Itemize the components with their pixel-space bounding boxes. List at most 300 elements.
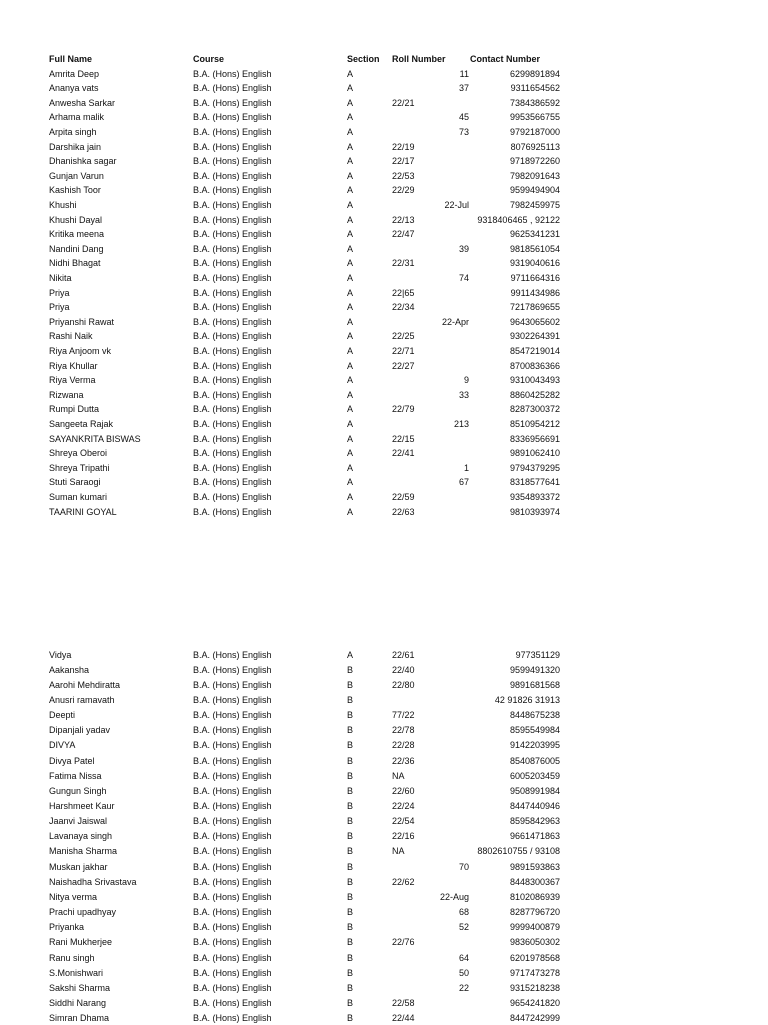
student-name-cell: Sangeeta Rajak — [49, 418, 114, 429]
table-row — [0, 300, 768, 314]
course-cell: B.A. (Hons) English — [193, 258, 272, 269]
contact-number-cell: 9315218238 — [509, 982, 560, 993]
table-row — [0, 844, 768, 858]
course-cell: B.A. (Hons) English — [193, 506, 272, 517]
section-cell: B — [347, 801, 354, 811]
section-cell: A — [347, 433, 354, 444]
contact-number-cell: 8287300372 — [509, 404, 560, 415]
course-cell: B.A. (Hons) English — [193, 433, 272, 444]
student-name-cell: Deepti — [49, 710, 76, 721]
contact-number-cell: 9911434986 — [510, 287, 560, 298]
course-cell: B.A. (Hons) English — [193, 891, 272, 902]
section-cell: B — [347, 876, 354, 887]
roll-number-cell: 22/53 — [392, 170, 415, 181]
contact-number-cell: 9953566755 — [509, 112, 560, 123]
contact-number-cell: 8287796720 — [509, 907, 560, 918]
course-cell: B.A. (Hons) English — [193, 679, 272, 690]
student-name-cell: Jaanvi Jaiswal — [49, 816, 108, 827]
table-row — [0, 935, 768, 949]
section-cell: B — [347, 694, 354, 705]
course-cell: B.A. (Hons) English — [193, 997, 272, 1008]
roll-number-cell: 22/31 — [392, 258, 415, 269]
course-cell: B.A. (Hons) English — [193, 801, 272, 811]
student-name-cell: Nidhi Bhagat — [49, 258, 101, 269]
course-cell: B.A. (Hons) English — [193, 785, 272, 796]
student-name-cell: Dhanishka sagar — [49, 156, 117, 167]
table-row — [0, 432, 768, 446]
table-row — [0, 125, 768, 139]
contact-number-cell: 8318577641 — [509, 477, 560, 488]
table-row — [0, 920, 768, 934]
student-name-cell: Rani Mukherjee — [49, 937, 113, 948]
section-cell: A — [347, 112, 354, 123]
section-cell: A — [347, 214, 354, 225]
section-cell: B — [347, 861, 354, 872]
contact-number-cell: 8076925113 — [510, 141, 560, 152]
student-name-cell: Dipanjali yadav — [49, 725, 111, 736]
contact-number-cell: 7982459975 — [509, 199, 560, 210]
student-name-cell: Amrita Deep — [49, 68, 100, 79]
course-cell: B.A. (Hons) English — [193, 755, 272, 766]
section-cell: B — [347, 785, 354, 796]
course-cell: B.A. (Hons) English — [193, 170, 272, 181]
course-cell: B.A. (Hons) English — [193, 112, 272, 123]
contact-number-cell: 9792187000 — [509, 126, 560, 137]
roll-number-cell: 22/62 — [392, 876, 415, 887]
roll-number-cell: 22/24 — [392, 801, 415, 811]
table-row — [0, 905, 768, 919]
table-row — [0, 402, 768, 416]
roll-number-cell: 22/71 — [392, 345, 415, 356]
contact-number-cell: 9508991984 — [509, 785, 560, 796]
course-cell: B.A. (Hons) English — [193, 907, 272, 918]
roll-number-cell: 22/40 — [392, 664, 415, 675]
student-name-cell: Darshika jain — [49, 141, 102, 152]
roll-number-cell: 22/13 — [392, 214, 415, 225]
roll-number-cell: 22/79 — [392, 404, 415, 415]
section-cell: A — [347, 389, 354, 400]
course-cell: B.A. (Hons) English — [193, 694, 272, 705]
contact-number-cell: 9891062410 — [509, 448, 560, 459]
student-name-cell: Rashi Naik — [49, 331, 93, 342]
student-name-cell: Vidya — [49, 649, 72, 660]
course-cell: B.A. (Hons) English — [193, 740, 272, 751]
section-cell: A — [347, 345, 354, 356]
course-cell: B.A. (Hons) English — [193, 462, 272, 473]
table-row — [0, 329, 768, 343]
student-name-cell: Ananya vats — [49, 83, 99, 94]
table-row — [0, 461, 768, 475]
table-row — [0, 663, 768, 677]
course-cell: B.A. (Hons) English — [193, 418, 272, 429]
student-name-cell: Kritika meena — [49, 229, 105, 240]
table-row — [0, 96, 768, 110]
header-full-name: Full Name — [49, 54, 93, 64]
student-name-cell: Priya — [49, 302, 70, 313]
contact-number-cell: 6299891894 — [509, 68, 560, 79]
student-name-cell: Riya Khullar — [49, 360, 98, 371]
course-cell: B.A. (Hons) English — [193, 664, 272, 675]
student-name-cell: Khushi Dayal — [49, 214, 103, 225]
roll-number-cell: 52 — [458, 922, 469, 933]
section-cell: A — [347, 272, 354, 283]
table-row — [0, 271, 768, 285]
student-name-cell: Stuti Saraogi — [49, 477, 101, 488]
table-row — [0, 213, 768, 227]
section-cell: A — [347, 404, 354, 415]
table-row — [0, 890, 768, 904]
section-cell: A — [347, 448, 354, 459]
roll-number-cell: 213 — [453, 418, 469, 429]
section-cell: A — [347, 156, 354, 167]
course-cell: B.A. (Hons) English — [193, 360, 272, 371]
table-row — [0, 446, 768, 460]
table-row — [0, 738, 768, 752]
contact-number-cell: 9891593863 — [509, 861, 560, 872]
roll-number-cell: 22/59 — [392, 491, 415, 502]
roll-number-cell: NA — [392, 846, 405, 857]
student-name-cell: Siddhi Narang — [49, 997, 107, 1008]
section-cell: A — [347, 229, 354, 240]
table-row — [0, 183, 768, 197]
student-name-cell: Rumpi Dutta — [49, 404, 100, 415]
roll-number-cell: 39 — [458, 243, 469, 254]
section-cell: A — [347, 83, 354, 94]
contact-number-cell: 7982091643 — [509, 170, 560, 181]
course-cell: B.A. (Hons) English — [193, 876, 272, 887]
contact-number-cell: 6201978568 — [509, 952, 560, 963]
student-name-cell: Lavanaya singh — [49, 831, 113, 842]
table-row — [0, 784, 768, 798]
contact-number-cell: 9643065602 — [509, 316, 560, 327]
roll-number-cell: 22/61 — [392, 649, 415, 660]
section-cell: B — [347, 846, 354, 857]
student-name-cell: Riya Verma — [49, 375, 96, 386]
table-row — [0, 256, 768, 270]
section-cell: B — [347, 831, 354, 842]
section-cell: A — [347, 360, 354, 371]
roll-number-cell: 22/44 — [392, 1013, 415, 1024]
table-row — [0, 227, 768, 241]
table-row — [0, 648, 768, 662]
table-row — [0, 966, 768, 980]
roll-number-cell: 70 — [458, 861, 469, 872]
roll-number-cell: 22/27 — [392, 360, 415, 371]
section-cell: A — [347, 68, 354, 79]
roll-number-cell: 37 — [458, 83, 469, 94]
student-name-cell: Nandini Dang — [49, 243, 104, 254]
roll-number-cell: 22/63 — [392, 506, 415, 517]
table-row — [0, 169, 768, 183]
student-name-cell: Nikita — [49, 272, 72, 283]
contact-number-cell: 8447242999 — [509, 1013, 560, 1024]
contact-number-cell: 8802610755 / 93108 — [477, 846, 560, 857]
course-cell: B.A. (Hons) English — [193, 68, 272, 79]
roll-number-cell: 22/19 — [392, 141, 415, 152]
section-cell: A — [347, 126, 354, 137]
table-row — [0, 754, 768, 768]
contact-number-cell: 9717473278 — [509, 967, 560, 978]
student-name-cell: Suman kumari — [49, 491, 108, 502]
roll-number-cell: 22-Jul — [444, 199, 469, 210]
student-name-cell: Shreya Tripathi — [49, 462, 110, 473]
section-cell: A — [347, 302, 354, 313]
table-row — [0, 1011, 768, 1025]
student-name-cell: Divya Patel — [49, 755, 95, 766]
course-cell: B.A. (Hons) English — [193, 272, 272, 283]
course-cell: B.A. (Hons) English — [193, 710, 272, 721]
contact-number-cell: 9999400879 — [509, 922, 560, 933]
roll-number-cell: 22/25 — [392, 331, 415, 342]
contact-number-cell: 8336956691 — [509, 433, 560, 444]
student-name-cell: Gungun Singh — [49, 785, 107, 796]
roll-number-cell: 77/22 — [392, 710, 415, 721]
contact-number-cell: 9794379295 — [509, 462, 560, 473]
student-name-cell: Ranu singh — [49, 952, 95, 963]
student-name-cell: Khushi — [49, 199, 77, 210]
table-row — [0, 359, 768, 373]
roll-number-cell: 22/16 — [392, 831, 415, 842]
course-cell: B.A. (Hons) English — [193, 404, 272, 415]
student-name-cell: Anwesha Sarkar — [49, 97, 116, 108]
course-cell: B.A. (Hons) English — [193, 243, 272, 254]
section-cell: A — [347, 258, 354, 269]
header-section: Section — [347, 54, 380, 64]
roll-number-cell: 22/78 — [392, 725, 415, 736]
roll-number-cell: 22/17 — [392, 156, 415, 167]
section-cell: B — [347, 664, 354, 675]
roll-number-cell: 1 — [463, 462, 469, 473]
student-name-cell: Prachi upadhyay — [49, 907, 117, 918]
roll-number-cell: 22/36 — [392, 755, 415, 766]
section-cell: B — [347, 679, 354, 690]
roll-number-cell: 22/80 — [392, 679, 415, 690]
section-cell: A — [347, 331, 354, 342]
course-cell: B.A. (Hons) English — [193, 816, 272, 827]
student-name-cell: Muskan jakhar — [49, 861, 108, 872]
course-cell: B.A. (Hons) English — [193, 725, 272, 736]
table-row — [0, 505, 768, 519]
section-cell: B — [347, 710, 354, 721]
section-cell: B — [347, 891, 354, 902]
section-cell: B — [347, 907, 354, 918]
course-cell: B.A. (Hons) English — [193, 937, 272, 948]
section-cell: A — [347, 491, 354, 502]
roll-number-cell: NA — [392, 770, 405, 781]
student-name-cell: DIVYA — [49, 740, 76, 751]
section-cell: A — [347, 287, 354, 298]
course-cell: B.A. (Hons) English — [193, 214, 272, 225]
table-row — [0, 344, 768, 358]
section-cell: B — [347, 816, 354, 827]
section-cell: A — [347, 185, 354, 196]
table-row — [0, 860, 768, 874]
table-row — [0, 373, 768, 387]
contact-number-cell: 9599494904 — [509, 185, 560, 196]
roll-number-cell: 22 — [458, 982, 469, 993]
roll-number-cell: 50 — [458, 967, 469, 978]
contact-number-cell: 7384386592 — [509, 97, 560, 108]
roll-number-cell: 67 — [458, 477, 469, 488]
student-name-cell: Harshmeet Kaur — [49, 801, 115, 811]
contact-number-cell: 8595842963 — [509, 816, 560, 827]
contact-number-cell: 9310043493 — [509, 375, 560, 386]
contact-number-cell: 9319040616 — [509, 258, 560, 269]
table-row — [0, 110, 768, 124]
section-cell: A — [347, 477, 354, 488]
section-cell: B — [347, 1013, 354, 1024]
course-cell: B.A. (Hons) English — [193, 83, 272, 94]
student-name-cell: Aakansha — [49, 664, 90, 675]
table-row — [0, 315, 768, 329]
course-cell: B.A. (Hons) English — [193, 345, 272, 356]
table-row — [0, 996, 768, 1010]
course-cell: B.A. (Hons) English — [193, 302, 272, 313]
table-header-row — [0, 52, 768, 66]
course-cell: B.A. (Hons) English — [193, 831, 272, 842]
section-cell: B — [347, 967, 354, 978]
student-name-cell: Priyanka — [49, 922, 85, 933]
table-row — [0, 198, 768, 212]
contact-number-cell: 9654241820 — [509, 997, 560, 1008]
student-name-cell: Arpita singh — [49, 126, 97, 137]
contact-number-cell: 8700836366 — [509, 360, 560, 371]
header-course: Course — [193, 54, 225, 64]
table-row — [0, 769, 768, 783]
roll-number-cell: 9 — [463, 375, 469, 386]
course-cell: B.A. (Hons) English — [193, 316, 272, 327]
contact-number-cell: 9810393974 — [509, 506, 560, 517]
contact-number-cell: 8448300367 — [509, 876, 560, 887]
roll-number-cell: 64 — [458, 952, 469, 963]
section-cell: B — [347, 770, 354, 781]
section-cell: B — [347, 740, 354, 751]
table-row — [0, 154, 768, 168]
contact-number-cell: 8860425282 — [509, 389, 560, 400]
section-cell: A — [347, 170, 354, 181]
course-cell: B.A. (Hons) English — [193, 287, 272, 298]
course-cell: B.A. (Hons) English — [193, 967, 272, 978]
section-cell: B — [347, 952, 354, 963]
course-cell: B.A. (Hons) English — [193, 477, 272, 488]
student-name-cell: Riya Anjoom vk — [49, 345, 112, 356]
section-cell: A — [347, 243, 354, 254]
contact-number-cell: 8547219014 — [509, 345, 560, 356]
contact-number-cell: 9661471863 — [509, 831, 560, 842]
table-row — [0, 951, 768, 965]
section-cell: A — [347, 141, 354, 152]
contact-number-cell: 42 91826 31913 — [494, 694, 560, 705]
section-cell: A — [347, 316, 354, 327]
roll-number-cell: 22/58 — [392, 997, 415, 1008]
section-cell: A — [347, 506, 354, 517]
section-cell: B — [347, 922, 354, 933]
header-roll-number: Roll Number — [392, 54, 446, 64]
table-row — [0, 388, 768, 402]
contact-number-cell: 977351129 — [515, 649, 560, 660]
table-row — [0, 875, 768, 889]
section-cell: A — [347, 649, 354, 660]
roll-number-cell: 22/15 — [392, 433, 415, 444]
contact-number-cell: 9711664316 — [510, 272, 560, 283]
contact-number-cell: 8510954212 — [509, 418, 560, 429]
section-cell: B — [347, 725, 354, 736]
student-name-cell: Simran Dhama — [49, 1013, 110, 1024]
section-cell: A — [347, 462, 354, 473]
section-cell: A — [347, 97, 354, 108]
student-name-cell: Kashish Toor — [49, 185, 101, 196]
contact-number-cell: 9718972260 — [509, 156, 560, 167]
contact-number-cell: 9142203995 — [509, 740, 560, 751]
student-name-cell: Fatima Nissa — [49, 770, 102, 781]
contact-number-cell: 6005203459 — [509, 770, 560, 781]
course-cell: B.A. (Hons) English — [193, 141, 272, 152]
course-cell: B.A. (Hons) English — [193, 375, 272, 386]
roll-number-cell: 22|65 — [392, 287, 415, 298]
roll-number-cell: 22-Aug — [439, 891, 469, 902]
table-row — [0, 475, 768, 489]
student-name-cell: Shreya Oberoi — [49, 448, 108, 459]
table-row — [0, 981, 768, 995]
student-name-cell: Gunjan Varun — [49, 170, 104, 181]
table-row — [0, 723, 768, 737]
table-row — [0, 286, 768, 300]
section-cell: B — [347, 937, 354, 948]
roll-number-cell: 22/76 — [392, 937, 415, 948]
roll-number-cell: 45 — [458, 112, 469, 123]
course-cell: B.A. (Hons) English — [193, 952, 272, 963]
roll-number-cell: 22/29 — [392, 185, 415, 196]
student-name-cell: Arhama malik — [49, 112, 105, 123]
section-cell: B — [347, 755, 354, 766]
roll-number-cell: 22/21 — [392, 97, 415, 108]
course-cell: B.A. (Hons) English — [193, 982, 272, 993]
section-cell: A — [347, 199, 354, 210]
student-name-cell: Priya — [49, 287, 70, 298]
table-row — [0, 81, 768, 95]
roll-number-cell: 73 — [458, 126, 469, 137]
course-cell: B.A. (Hons) English — [193, 126, 272, 137]
table-row — [0, 140, 768, 154]
student-name-cell: Nitya verma — [49, 891, 98, 902]
contact-number-cell: 9625341231 — [509, 229, 560, 240]
roll-number-cell: 68 — [458, 907, 469, 918]
student-name-cell: SAYANKRITA BISWAS — [49, 433, 141, 444]
roll-number-cell: 74 — [458, 272, 469, 283]
header-contact-number: Contact Number — [470, 54, 541, 64]
contact-number-cell: 9302264391 — [509, 331, 560, 342]
section-cell: A — [347, 418, 354, 429]
roll-number-cell: 22/41 — [392, 448, 415, 459]
roll-number-cell: 22/47 — [392, 229, 415, 240]
section-cell: B — [347, 997, 354, 1008]
course-cell: B.A. (Hons) English — [193, 770, 272, 781]
contact-number-cell: 9891681568 — [509, 679, 560, 690]
contact-number-cell: 9599491320 — [509, 664, 560, 675]
table-row — [0, 67, 768, 81]
student-name-cell: Priyanshi Rawat — [49, 316, 115, 327]
course-cell: B.A. (Hons) English — [193, 1013, 272, 1024]
table-row — [0, 490, 768, 504]
student-name-cell: Naishadha Srivastava — [49, 876, 137, 887]
student-name-cell: Manisha Sharma — [49, 846, 118, 857]
contact-number-cell: 8540876005 — [509, 755, 560, 766]
contact-number-cell: 8595549984 — [509, 725, 560, 736]
course-cell: B.A. (Hons) English — [193, 389, 272, 400]
roll-number-cell: 22/28 — [392, 740, 415, 751]
course-cell: B.A. (Hons) English — [193, 846, 272, 857]
course-cell: B.A. (Hons) English — [193, 331, 272, 342]
